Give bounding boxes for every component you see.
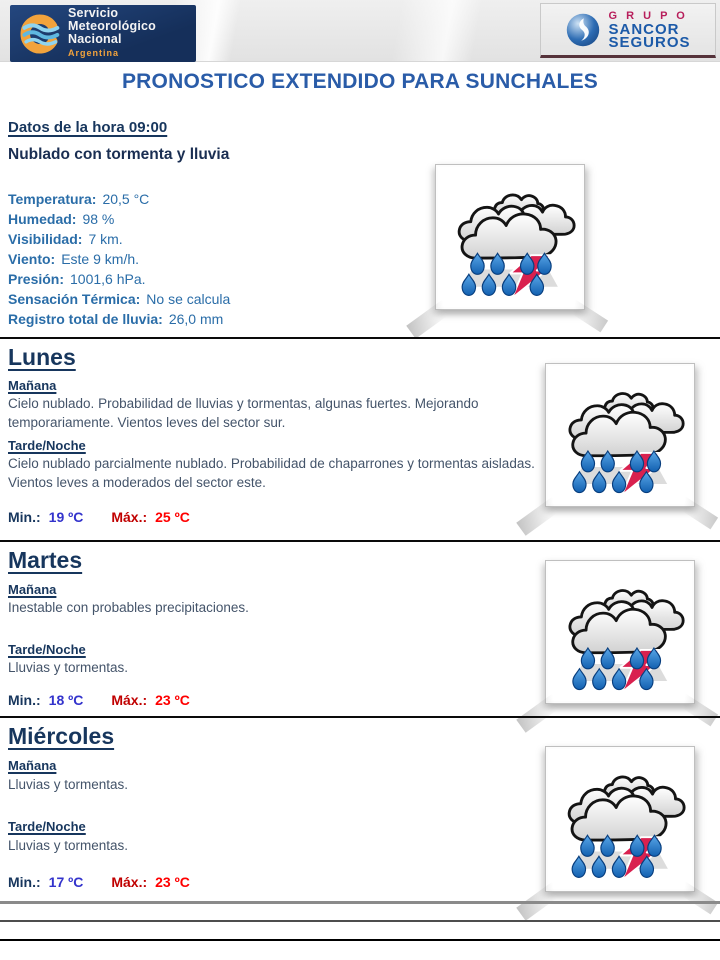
smn-country: Argentina (68, 48, 120, 58)
smn-line-1: Servicio (68, 6, 119, 20)
header-band (0, 0, 720, 62)
morning-label: Mañana (8, 378, 57, 393)
minmax-temps (8, 509, 190, 525)
evening-text: Lluvias y tormentas. (8, 838, 129, 853)
min-label: Min.: (8, 874, 41, 890)
day-weather-icon (545, 746, 695, 892)
field-label: Temperatura: (8, 191, 97, 207)
current-condition: Nublado con tormenta y lluvia (8, 146, 230, 163)
field-rain-total (8, 311, 230, 331)
field-humidity (8, 211, 230, 231)
min-value: 17 ºC (48, 874, 84, 890)
evening-text: Cielo nublado parcialmente nublado. Probabilidad de chaparrones y tormentas aisladas. Vientos leves a moderados del sector este. (8, 456, 535, 490)
storm-rain-lightning-icon (441, 170, 579, 304)
smn-emblem-icon (12, 8, 68, 60)
morning-text: Cielo nublado. Probabilidad de lluvias y tormentas, algunas fuertes. Mejorando temporariamente. Vientos leves del sector sur. (8, 396, 479, 430)
day-name: Martes (8, 547, 83, 573)
min-value: 19 ºC (48, 509, 84, 525)
min-value: 18 ºC (48, 692, 84, 708)
field-label: Visibilidad: (8, 231, 83, 247)
max-label: Máx.: (111, 509, 148, 525)
morning-text: Lluvias y tormentas. (8, 777, 129, 792)
footer-line-1 (0, 901, 720, 904)
page-title: PRONOSTICO EXTENDIDO PARA SUNCHALES (121, 70, 599, 93)
minmax-temps (8, 874, 190, 890)
sancor-seguros-label: SEGUROS (608, 34, 691, 51)
day-name: Miércoles (8, 723, 115, 749)
morning-label: Mañana (8, 582, 57, 597)
field-label: Presión: (8, 271, 65, 287)
evening-label: Tarde/Noche (8, 438, 86, 453)
sancor-seguros-logo (540, 3, 716, 58)
field-feels-like (8, 291, 230, 311)
field-visibility (8, 231, 230, 251)
max-label: Máx.: (111, 874, 148, 890)
footer-line-3 (0, 939, 720, 941)
field-label: Registro total de lluvia: (8, 311, 163, 327)
sancor-logo-text (608, 10, 690, 49)
morning-label: Mañana (8, 758, 57, 773)
min-label: Min.: (8, 692, 41, 708)
evening-text: Lluvias y tormentas. (8, 660, 129, 675)
sancor-name-label: SANCOR (608, 21, 680, 38)
day-weather-icon (545, 363, 695, 507)
field-pressure (8, 271, 230, 291)
storm-rain-lightning-icon (551, 752, 689, 886)
current-data-list (8, 191, 230, 331)
day-section-lunes (0, 337, 720, 540)
field-value: Este 9 km/h. (61, 251, 140, 267)
current-weather-icon (435, 164, 585, 310)
smn-line-2: Meteorológico (68, 19, 157, 33)
field-value: 7 km. (88, 231, 123, 247)
field-label: Sensación Térmica: (8, 291, 141, 307)
smn-line-3: Nacional (68, 32, 122, 46)
max-value: 23 ºC (155, 692, 190, 708)
field-label: Viento: (8, 251, 56, 267)
field-value: 98 % (82, 211, 115, 227)
max-value: 23 ºC (155, 874, 190, 890)
sancor-grupo-label: G R U P O (608, 10, 688, 22)
evening-label: Tarde/Noche (8, 819, 86, 834)
minmax-temps (8, 692, 190, 708)
max-value: 25 ºC (155, 509, 190, 525)
min-label: Min.: (8, 509, 41, 525)
field-value: 26,0 mm (168, 311, 224, 327)
smn-logo-text (68, 7, 156, 60)
field-value: No se calcula (146, 291, 231, 307)
footer-line-2 (0, 920, 720, 922)
max-label: Máx.: (111, 692, 148, 708)
current-hour-heading: Datos de la hora 09:00 (8, 119, 168, 136)
storm-rain-lightning-icon (551, 566, 689, 698)
storm-rain-lightning-icon (551, 369, 689, 501)
morning-text: Inestable con probables precipitaciones. (8, 600, 249, 615)
field-value: 20,5 °C (102, 191, 150, 207)
field-label: Humedad: (8, 211, 77, 227)
day-section-martes (0, 540, 720, 716)
day-section-miercoles (0, 716, 720, 902)
field-value: 1001,6 hPa. (70, 271, 146, 287)
field-wind (8, 251, 230, 271)
day-weather-icon (545, 560, 695, 704)
day-name: Lunes (8, 344, 76, 370)
field-temperature (8, 191, 230, 211)
smn-logo (10, 5, 196, 62)
evening-label: Tarde/Noche (8, 642, 86, 657)
sancor-sphere-icon (565, 12, 601, 48)
